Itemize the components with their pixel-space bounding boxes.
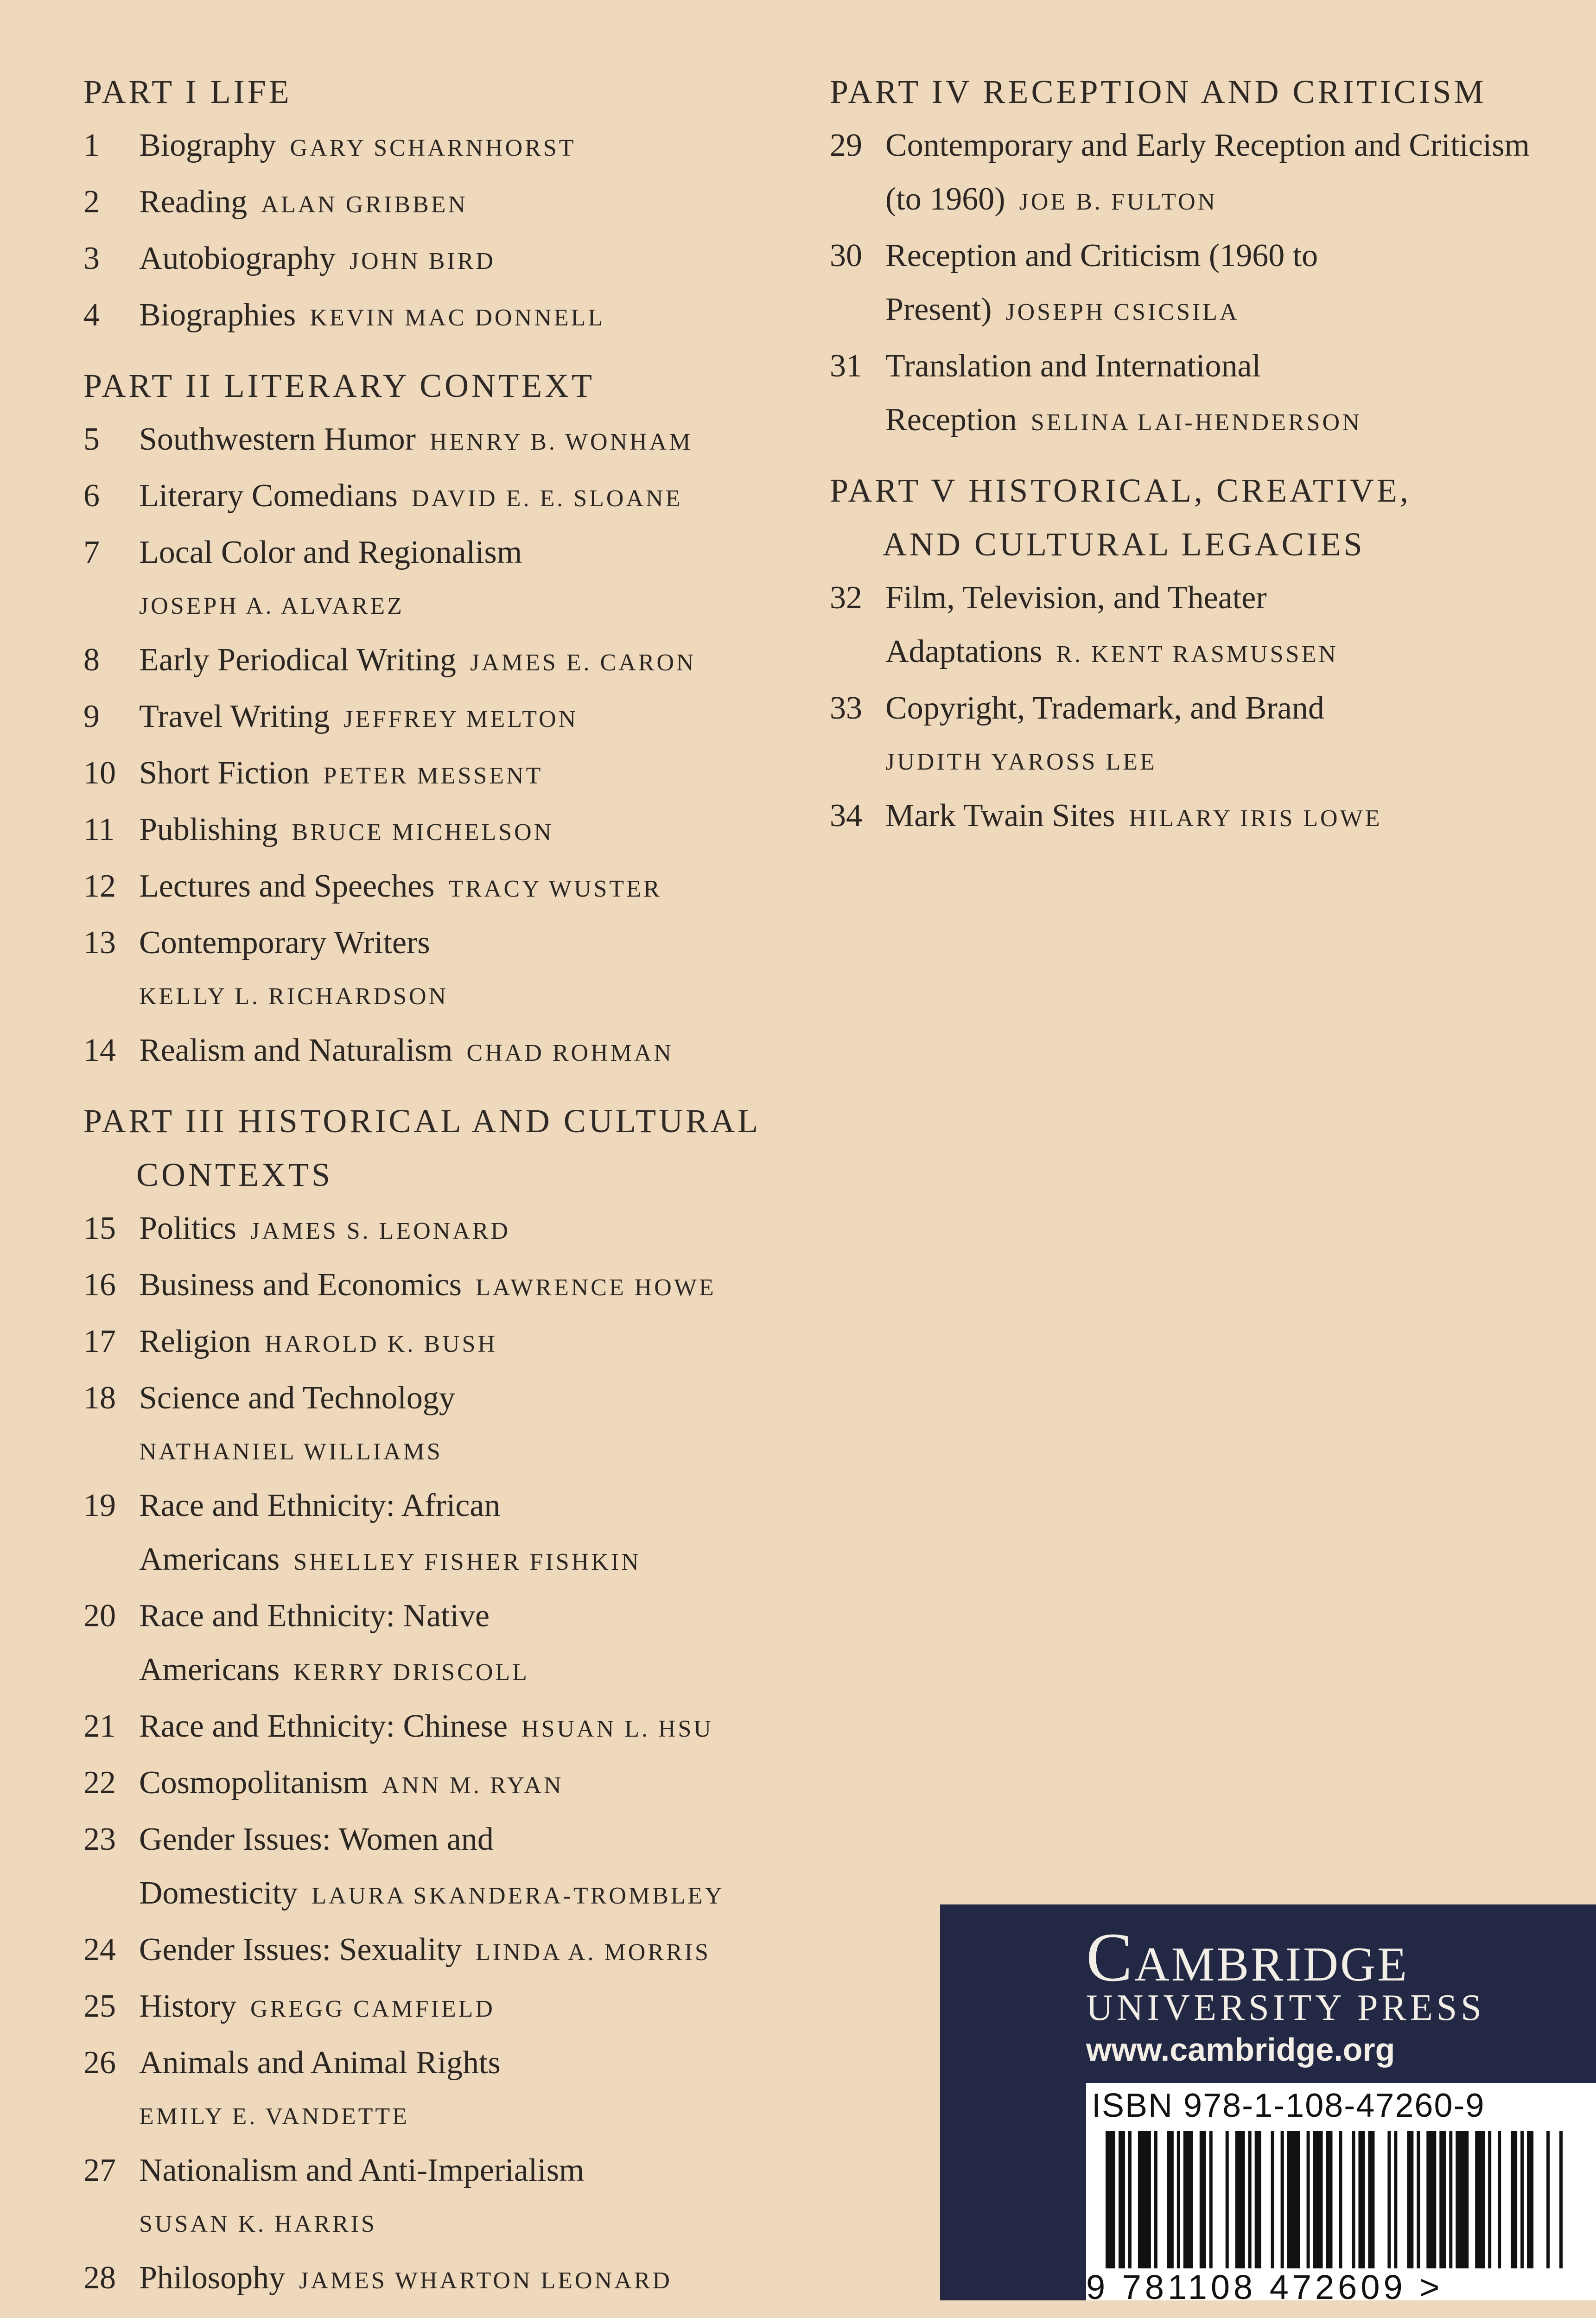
- chapter-text: [139, 175, 807, 232]
- chapter-entry: [83, 469, 807, 526]
- chapter-number: 10: [83, 755, 116, 791]
- chapter-author: NATHANIEL WILLIAMS: [139, 1439, 443, 1465]
- barcode-bar: [1511, 2131, 1517, 2268]
- chapter-entry: [83, 413, 807, 469]
- part-section: [83, 359, 807, 1080]
- chapter-number: 25: [83, 1988, 116, 2024]
- barcode-bar: [1368, 2131, 1374, 2268]
- barcode-bar: [1417, 2131, 1420, 2268]
- barcode-bar: [1167, 2131, 1174, 2268]
- chapter-author: HILARY IRIS LOWE: [1129, 805, 1382, 832]
- part-title-line: PART I LIFE: [83, 73, 292, 110]
- part-title-line: PART V HISTORICAL, CREATIVE,: [830, 472, 1411, 509]
- chapter-text: [139, 1202, 807, 1258]
- barcode-bar: [1138, 2131, 1151, 2268]
- left-column: [83, 65, 807, 2318]
- part-title: [830, 464, 1553, 571]
- barcode-bar: [1449, 2131, 1452, 2268]
- chapter-entry: [83, 1700, 807, 1756]
- chapter-text: [139, 1258, 807, 1315]
- chapter-list: [83, 119, 807, 345]
- chapter-author: KERRY DRISCOLL: [293, 1659, 529, 1686]
- chapter-title: Race and Ethnicity: Native Americans: [139, 1598, 490, 1688]
- chapter-text: [139, 690, 807, 746]
- chapter-number: 5: [83, 421, 100, 457]
- chapter-text: [139, 1756, 807, 1813]
- chapter-author: JOE B. FULTON: [1019, 189, 1218, 215]
- chapter-title: Religion: [139, 1324, 251, 1359]
- chapter-author: R. KENT RASMUSSEN: [1056, 641, 1338, 668]
- chapter-text: [139, 633, 807, 690]
- part-section: [83, 1094, 807, 2308]
- chapter-number: 28: [83, 2260, 116, 2296]
- part-title: [83, 65, 807, 119]
- barcode-bar: [1475, 2131, 1485, 2268]
- barcode-bar: [1209, 2131, 1213, 2268]
- chapter-title: Biographies: [139, 297, 296, 333]
- chapter-number: 17: [83, 1324, 116, 1359]
- chapter-number: 9: [83, 699, 100, 734]
- chapter-number: 24: [83, 1932, 116, 1968]
- chapter-title: Realism and Naturalism: [139, 1032, 453, 1068]
- chapter-text: [139, 1700, 807, 1756]
- chapter-text: [139, 119, 807, 175]
- barcode-bar: [1546, 2131, 1550, 2268]
- chapter-title: Reading: [139, 184, 248, 220]
- chapter-text: [139, 746, 807, 803]
- chapter-number: 12: [83, 868, 116, 904]
- barcode-bar: [1387, 2131, 1391, 2268]
- barcode-bar: [1426, 2131, 1436, 2268]
- chapter-entry: [83, 2251, 807, 2308]
- chapter-text: [139, 526, 807, 633]
- chapter-entry: [83, 119, 807, 175]
- chapter-entry: [83, 860, 807, 916]
- chapter-list: [83, 1202, 807, 2308]
- chapter-title: Film, Television, and Theater Adaptations: [885, 580, 1267, 669]
- barcode-bar: [1352, 2131, 1355, 2268]
- chapter-text: [139, 1315, 807, 1371]
- chapter-text: [139, 860, 807, 916]
- chapter-author: LINDA A. MORRIS: [475, 1939, 711, 1966]
- chapter-entry: [83, 1315, 807, 1371]
- chapter-title: Race and Ethnicity: African Americans: [139, 1488, 501, 1577]
- chapter-entry: [83, 1980, 807, 2036]
- barcode-bar: [1226, 2131, 1229, 2268]
- barcode-bar: [1439, 2131, 1446, 2268]
- chapter-number: 13: [83, 925, 116, 961]
- chapter-text: [139, 1371, 807, 1479]
- chapter-list: [83, 413, 807, 1080]
- chapter-entry: [83, 1923, 807, 1980]
- chapter-number: 30: [830, 238, 862, 274]
- part-section: [830, 464, 1553, 846]
- chapter-title: Southwestern Humor: [139, 421, 416, 457]
- chapter-author: JOSEPH CSICSILA: [1005, 299, 1240, 325]
- chapter-number: 34: [830, 798, 862, 834]
- chapter-entry: [830, 339, 1553, 450]
- chapter-entry: [83, 175, 807, 232]
- chapter-title: Contemporary and Early Reception and Criticism (to 1960): [885, 127, 1530, 217]
- chapter-entry: [83, 1024, 807, 1080]
- publisher-block: [940, 1904, 1596, 2306]
- barcode-bar: [1287, 2131, 1300, 2268]
- chapter-text: [139, 916, 807, 1024]
- chapter-entry: [83, 1589, 807, 1700]
- chapter-entry: [830, 681, 1553, 789]
- chapter-entry: [830, 789, 1553, 846]
- barcode-bar: [1307, 2131, 1310, 2268]
- chapter-text: [139, 232, 807, 288]
- chapter-title: Translation and International Reception: [885, 348, 1261, 438]
- chapter-entry: [83, 1371, 807, 1479]
- part-section: [830, 65, 1553, 450]
- chapter-title: Travel Writing: [139, 699, 330, 734]
- part-title-line: AND CULTURAL LEGACIES: [883, 526, 1365, 563]
- chapter-author: TRACY WUSTER: [448, 876, 662, 902]
- isbn-label: ISBN 978-1-108-47260-9: [1092, 2087, 1485, 2124]
- chapter-author: JUDITH YAROSS LEE: [885, 749, 1157, 775]
- chapter-number: 20: [83, 1598, 116, 1634]
- chapter-list: [830, 571, 1553, 846]
- chapter-number: 11: [83, 812, 115, 847]
- chapter-title: Race and Ethnicity: Chinese: [139, 1708, 508, 1744]
- chapter-author: DAVID E. E. SLOANE: [411, 485, 683, 512]
- chapter-title: Philosophy: [139, 2260, 286, 2296]
- barcode-bar: [1119, 2131, 1125, 2268]
- publisher-name: Cambridge: [1086, 1919, 1409, 1996]
- chapter-author: EMILY E. VANDETTE: [139, 2103, 409, 2130]
- chapter-entry: [83, 1813, 807, 1923]
- chapter-list: [830, 119, 1553, 450]
- part-title-line: PART II LITERARY CONTEXT: [83, 367, 595, 404]
- chapter-entry: [83, 288, 807, 345]
- chapter-number: 29: [830, 127, 862, 163]
- chapter-entry: [83, 690, 807, 746]
- chapter-number: 27: [83, 2152, 116, 2188]
- chapter-text: [139, 1479, 807, 1589]
- barcode-bar: [1106, 2131, 1115, 2268]
- chapter-text: [139, 1024, 807, 1080]
- chapter-text: [885, 229, 1553, 339]
- chapter-number: 23: [83, 1821, 116, 1857]
- part-title: [83, 1094, 807, 1202]
- chapter-number: 8: [83, 642, 100, 678]
- barcode-bar: [1200, 2131, 1206, 2268]
- chapter-author: CHAD ROHMAN: [466, 1040, 674, 1066]
- chapter-author: GARY SCHARNHORST: [290, 135, 576, 161]
- chapter-number: 31: [830, 348, 862, 384]
- chapter-text: [139, 1923, 807, 1980]
- chapter-author: JEFFREY MELTON: [343, 706, 579, 732]
- right-column: [830, 65, 1553, 860]
- chapter-number: 15: [83, 1210, 116, 1246]
- chapter-entry: [83, 1258, 807, 1315]
- chapter-title: Business and Economics: [139, 1267, 462, 1303]
- chapter-author: JAMES WHARTON LEONARD: [299, 2267, 672, 2294]
- chapter-number: 1: [83, 127, 100, 163]
- chapter-author: JAMES E. CARON: [470, 650, 696, 676]
- chapter-text: [885, 571, 1553, 681]
- chapter-title: Contemporary Writers: [139, 925, 430, 961]
- barcode-bar: [1248, 2131, 1252, 2268]
- barcode-bar: [1154, 2131, 1157, 2268]
- chapter-text: [139, 1813, 807, 1923]
- chapter-author: BRUCE MICHELSON: [292, 819, 554, 846]
- chapter-number: 19: [83, 1488, 116, 1523]
- barcode-bar: [1128, 2131, 1132, 2268]
- chapter-author: SELINA LAI-HENDERSON: [1030, 409, 1362, 436]
- barcode-digits: 9 781108 472609 >: [1086, 2268, 1443, 2306]
- chapter-text: [885, 339, 1553, 450]
- chapter-title: Politics: [139, 1210, 237, 1246]
- chapter-number: 3: [83, 241, 100, 276]
- chapter-title: Science and Technology: [139, 1380, 455, 1416]
- chapter-text: [139, 2036, 807, 2144]
- chapter-entry: [83, 746, 807, 803]
- chapter-text: [139, 2144, 807, 2251]
- barcode-bar: [1235, 2131, 1245, 2268]
- part-title: [830, 65, 1553, 119]
- chapter-title: Lectures and Speeches: [139, 868, 435, 904]
- chapter-entry: [830, 571, 1553, 681]
- barcode-bar: [1358, 2131, 1365, 2268]
- part-title-line: PART IV RECEPTION AND CRITICISM: [830, 73, 1487, 110]
- chapter-entry: [83, 633, 807, 690]
- publisher-url: www.cambridge.org: [1086, 2031, 1395, 2068]
- chapter-number: 2: [83, 184, 100, 220]
- chapter-title: Cosmopolitanism: [139, 1765, 368, 1801]
- barcode-bar: [1527, 2131, 1533, 2268]
- chapter-text: [139, 413, 807, 469]
- barcode-bar: [1183, 2131, 1193, 2268]
- part-title-line: PART III HISTORICAL AND CULTURAL: [83, 1102, 761, 1140]
- chapter-entry: [83, 526, 807, 633]
- chapter-title: Autobiography: [139, 241, 336, 276]
- chapter-text: [139, 2251, 807, 2308]
- chapter-entry: [83, 1479, 807, 1589]
- isbn-barcode-box: [1086, 2083, 1596, 2306]
- chapter-number: 14: [83, 1032, 116, 1068]
- barcode-bar: [1326, 2131, 1333, 2268]
- barcode-bar: [1456, 2131, 1469, 2268]
- chapter-entry: [83, 1756, 807, 1813]
- chapter-number: 16: [83, 1267, 116, 1303]
- chapter-entry: [83, 916, 807, 1024]
- chapter-author: JOHN BIRD: [349, 248, 496, 274]
- chapter-author: JOSEPH A. ALVAREZ: [139, 593, 404, 619]
- chapter-number: 4: [83, 297, 100, 333]
- chapter-author: ANN M. RYAN: [382, 1772, 564, 1799]
- chapter-number: 32: [830, 580, 862, 616]
- chapter-author: SHELLEY FISHER FISHKIN: [293, 1549, 641, 1575]
- chapter-title: Biography: [139, 127, 276, 163]
- barcode-bar: [1520, 2131, 1524, 2268]
- chapter-author: HSUAN L. HSU: [521, 1716, 713, 1742]
- chapter-text: [139, 803, 807, 860]
- chapter-title: Literary Comedians: [139, 478, 398, 514]
- chapter-title: Short Fiction: [139, 755, 310, 791]
- chapter-entry: [83, 2144, 807, 2251]
- chapter-title: Gender Issues: Sexuality: [139, 1932, 462, 1968]
- chapter-author: LAURA SKANDERA-TROMBLEY: [312, 1883, 725, 1909]
- part-title: [83, 359, 807, 413]
- barcode-bar: [1407, 2131, 1413, 2268]
- barcode-bar: [1498, 2131, 1501, 2268]
- part-section: [83, 65, 807, 345]
- chapter-text: [885, 789, 1553, 846]
- barcode-bar: [1394, 2131, 1397, 2268]
- chapter-author: JAMES S. LEONARD: [250, 1218, 511, 1244]
- chapter-text: [139, 469, 807, 526]
- barcode-bar: [1271, 2131, 1274, 2268]
- chapter-author: KEVIN MAC DONNELL: [310, 305, 605, 331]
- chapter-number: 6: [83, 478, 100, 514]
- barcode-bar: [1559, 2131, 1563, 2268]
- barcode-bar: [1281, 2131, 1284, 2268]
- chapter-author: PETER MESSENT: [323, 763, 543, 789]
- part-title-line: CONTEXTS: [136, 1156, 333, 1193]
- publisher-press-line: UNIVERSITY PRESS: [1086, 1987, 1485, 2028]
- chapter-entry: [83, 803, 807, 860]
- chapter-entry: [830, 119, 1553, 229]
- barcode-bar: [1177, 2131, 1180, 2268]
- chapter-number: 18: [83, 1380, 116, 1416]
- chapter-number: 7: [83, 535, 100, 570]
- chapter-author: HAROLD K. BUSH: [265, 1331, 498, 1357]
- chapter-number: 26: [83, 2045, 116, 2081]
- chapter-author: ALAN GRIBBEN: [261, 191, 468, 218]
- chapter-number: 21: [83, 1708, 116, 1744]
- chapter-title: Publishing: [139, 812, 278, 847]
- chapter-title: Early Periodical Writing: [139, 642, 457, 678]
- chapter-title: Mark Twain Sites: [885, 798, 1115, 834]
- chapter-entry: [83, 232, 807, 288]
- chapter-entry: [830, 229, 1553, 339]
- chapter-text: [139, 288, 807, 345]
- chapter-text: [139, 1589, 807, 1700]
- barcode-bar: [1255, 2131, 1261, 2268]
- chapter-author: SUSAN K. HARRIS: [139, 2211, 377, 2237]
- chapter-author: KELLY L. RICHARDSON: [139, 983, 449, 1010]
- chapter-author: HENRY B. WONHAM: [429, 429, 693, 455]
- chapter-title: Animals and Animal Rights: [139, 2045, 501, 2081]
- chapter-number: 22: [83, 1765, 116, 1801]
- chapter-title: History: [139, 1988, 236, 2024]
- barcode-bar: [1339, 2131, 1342, 2268]
- chapter-author: LAWRENCE HOWE: [476, 1274, 716, 1301]
- chapter-author: GREGG CAMFIELD: [250, 1996, 495, 2022]
- chapter-title: Copyright, Trademark, and Brand: [885, 690, 1324, 726]
- chapter-title: Local Color and Regionalism: [139, 535, 522, 570]
- chapter-text: [885, 119, 1553, 229]
- chapter-entry: [83, 2036, 807, 2144]
- chapter-number: 33: [830, 690, 862, 726]
- chapter-title: Nationalism and Anti-Imperialism: [139, 2152, 585, 2188]
- barcode-bar: [1488, 2131, 1491, 2268]
- chapter-title: Gender Issues: Women and Domesticity: [139, 1821, 494, 1911]
- chapter-text: [139, 1980, 807, 2036]
- barcode-icon: [1106, 2131, 1569, 2268]
- barcode-bar: [1313, 2131, 1323, 2268]
- chapter-title: Reception and Criticism (1960 to Present): [885, 238, 1318, 327]
- chapter-text: [885, 681, 1553, 789]
- chapter-entry: [83, 1202, 807, 1258]
